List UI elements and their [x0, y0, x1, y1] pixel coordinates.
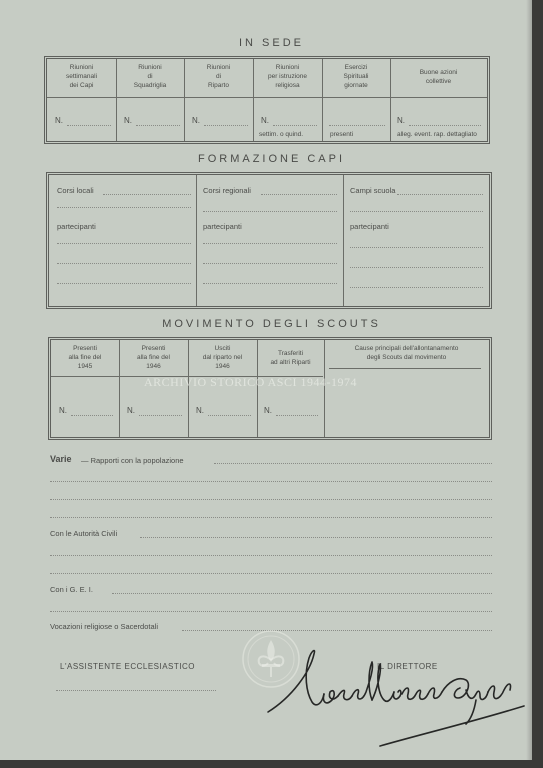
formazione-table	[46, 172, 492, 309]
label-autorita-civili: Con le Autorità Civili	[50, 529, 118, 538]
cell-n-religiosa: N.	[261, 116, 269, 125]
header-riunioni-capi: Riunioni settimanali dei Capi	[65, 64, 98, 89]
note-presenti: presenti	[330, 131, 354, 138]
label-gei: Con i G. E. I.	[50, 585, 93, 594]
header-presenti-1945: Presenti alla fine del 1945	[68, 345, 102, 370]
cell-n-buone-azioni: N.	[397, 116, 405, 125]
note-allegato: alleg. event. rap. dettagliato	[397, 131, 477, 138]
label-rapporti-popolazione: — Rapporti con la popolazione	[81, 456, 184, 465]
label-partecipanti-3: partecipanti	[350, 222, 389, 231]
label-assistente-ecclesiastico: L'ASSISTENTE ECCLESIASTICO	[60, 662, 196, 671]
cell-n-capi: N.	[55, 116, 63, 125]
archive-watermark: ARCHIVIO STORICO ASCI 1944-1974	[144, 375, 357, 389]
label-partecipanti-2: partecipanti	[203, 222, 242, 231]
director-signature	[262, 642, 532, 760]
label-direttore: IL DIRETTORE	[377, 662, 438, 671]
label-vocazioni: Vocazioni religiose o Sacerdotali	[50, 622, 158, 631]
in-sede-table	[44, 56, 490, 144]
section-title-in-sede: IN SEDE	[238, 37, 304, 49]
cell-n-squadriglia: N.	[124, 116, 132, 125]
header-trasferiti: Trasferiti ad altri Riparti	[270, 350, 311, 366]
header-presenti-1946: Presenti alla fine del 1946	[137, 345, 170, 370]
label-corsi-locali: Corsi locali	[57, 186, 94, 195]
note-settim-quind: settim. o quind.	[259, 131, 304, 138]
label-varie: Varie	[50, 454, 72, 464]
section-title-formazione: FORMAZIONE CAPI	[197, 153, 346, 165]
header-usciti-1946: Usciti dal riparto nel 1946	[202, 345, 243, 370]
header-riunioni-squadriglia: Riunioni di Squadriglia	[133, 64, 167, 89]
header-esercizi-spirituali: Esercizi Spirituali giornate	[343, 64, 369, 89]
cell-n-1946: N.	[127, 406, 135, 415]
header-buone-azioni: Buone azioni collettive	[419, 69, 458, 85]
cell-n-riparto: N.	[192, 116, 200, 125]
header-cause-allontanamento: Cause principali dell'allontanamento degli Scouts dal movimento	[354, 345, 459, 361]
label-partecipanti-1: partecipanti	[57, 222, 96, 231]
cell-n-1945: N.	[59, 406, 67, 415]
cell-n-trasferiti: N.	[264, 406, 272, 415]
cell-n-usciti: N.	[196, 406, 204, 415]
header-istruzione-religiosa: Riunioni per istruzione religiosa	[267, 64, 308, 89]
label-corsi-regionali: Corsi regionali	[203, 186, 251, 195]
section-title-movimento: MOVIMENTO DEGLI SCOUTS	[162, 318, 381, 330]
header-riunioni-riparto: Riunioni di Riparto	[206, 64, 231, 89]
label-campi-scuola: Campi scuola	[350, 186, 396, 195]
